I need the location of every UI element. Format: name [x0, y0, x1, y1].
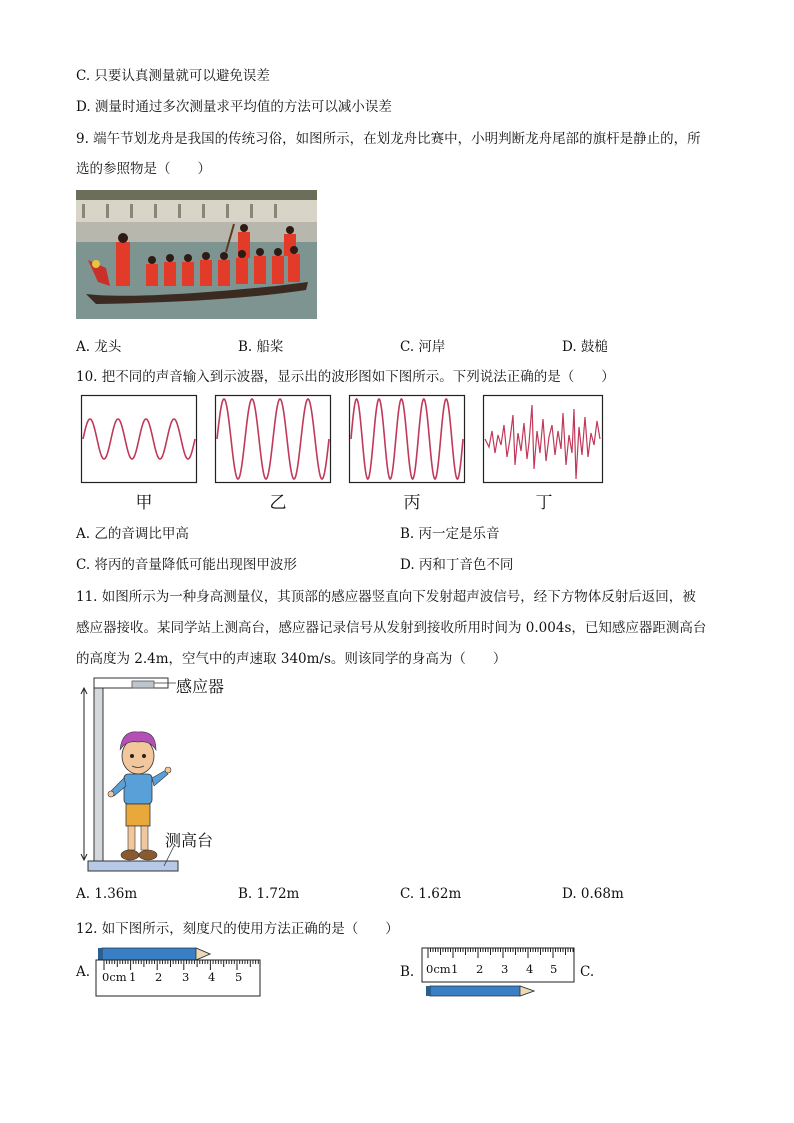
ruler-b-label-5: 5	[550, 962, 558, 976]
q10-option-a: A. 乙的音调比甲高	[76, 526, 189, 542]
q11-option-b: B. 1.72m	[238, 886, 300, 902]
ruler-a-label-5: 5	[235, 970, 243, 984]
q9-option-a: A. 龙头	[76, 339, 122, 355]
ruler-a-label-4: 4	[208, 970, 216, 984]
ruler-b-label-4: 4	[526, 962, 534, 976]
waveform-ding	[483, 395, 603, 483]
q11-option-d: D. 0.68m	[562, 886, 624, 902]
q10-option-b: B. 丙一定是乐音	[400, 526, 500, 542]
q9-option-b: B. 船桨	[238, 339, 284, 355]
q12-option-b: B.	[400, 964, 415, 980]
q11-stem-line1: 11. 如图所示为一种身高测量仪，其顶部的感应器竖直向下发射超声波信号，经下方物体反射后返回，被	[76, 589, 696, 605]
q11-stem-line2: 感应器接收。某同学站上测高台，感应器记录信号从发射到接收所用时间为 0.004s，已知感应器距测高台	[76, 620, 707, 636]
waveform-bing	[349, 395, 465, 483]
ruler-b-label-0: 0cm	[426, 962, 451, 976]
label-sensor: 感应器	[176, 677, 225, 696]
ruler-b-label-1: 1	[451, 962, 459, 976]
q9-option-c: C. 河岸	[400, 339, 446, 355]
ruler-a-label-2: 2	[155, 970, 163, 984]
ruler-b-label-3: 3	[501, 962, 509, 976]
q10-stem: 10. 把不同的声音输入到示波器，显示出的波形图如下图所示。下列说法正确的是（ ）	[76, 369, 615, 385]
waveform-label-bing: 丙	[403, 493, 421, 513]
q11-option-a: A. 1.36m	[76, 886, 138, 902]
q12-stem: 12. 如下图所示，刻度尺的使用方法正确的是（ ）	[76, 921, 399, 937]
q8-option-d: D. 测量时通过多次测量求平均值的方法可以减小误差	[76, 99, 392, 115]
ruler-a-label-1: 1	[129, 970, 137, 984]
q9-stem-line2: 选的参照物是（ ）	[76, 161, 211, 177]
label-platform: 测高台	[165, 831, 214, 850]
waveform-yi	[215, 395, 331, 483]
waveform-label-yi: 乙	[269, 493, 287, 513]
ruler-a-label-3: 3	[182, 970, 190, 984]
q11-option-c: C. 1.62m	[400, 886, 462, 902]
q11-stem-line3: 的高度为 2.4m，空气中的声速取 340m/s。则该同学的身高为（ ）	[76, 651, 507, 667]
q10-option-c: C. 将丙的音量降低可能出现图甲波形	[76, 557, 297, 573]
waveform-jia	[81, 395, 197, 483]
q9-stem-line1: 9. 端午节划龙舟是我国的传统习俗，如图所示，在划龙舟比赛中，小明判断龙舟尾部的旗杆是静止的，所	[76, 131, 701, 147]
ruler-a-label-0: 0cm	[102, 970, 127, 984]
waveform-label-jia: 甲	[135, 493, 153, 513]
q8-option-c: C. 只要认真测量就可以避免误差	[76, 68, 270, 84]
dragon-boat-photo	[76, 190, 317, 319]
q9-option-d: D. 鼓槌	[562, 339, 608, 355]
q12-option-c: C.	[580, 964, 595, 980]
q12-option-a: A.	[76, 964, 91, 980]
q10-option-d: D. 丙和丁音色不同	[400, 557, 514, 573]
ruler-b-label-2: 2	[476, 962, 484, 976]
waveform-label-ding: 丁	[535, 493, 553, 513]
